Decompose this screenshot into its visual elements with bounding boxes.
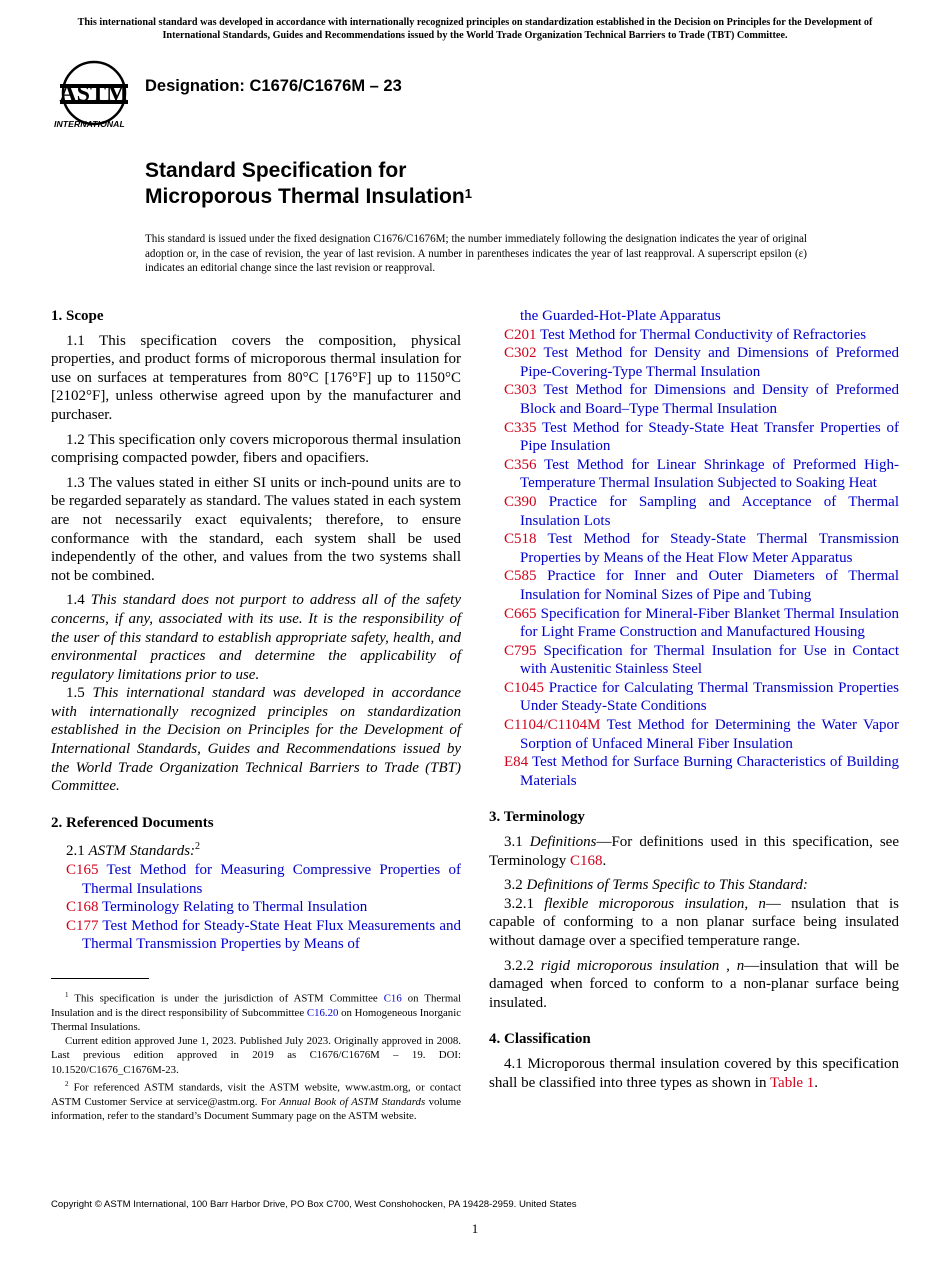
punctuation: . [814, 1074, 819, 1091]
para-2-1 [51, 838, 461, 861]
para-3-1 [489, 833, 899, 870]
reference-item[interactable] [504, 493, 899, 530]
right-column [489, 307, 899, 1092]
reference-code[interactable]: C585 [504, 568, 537, 585]
page-number: 1 [471, 1221, 479, 1236]
reference-title[interactable]: Practice for Calculating Thermal Transmission Properties Under Steady-State Conditions [520, 679, 899, 715]
reference-item[interactable] [504, 326, 899, 345]
para-1-5-text: This international standard was developed in accordance with internationally recognized principles on standardization established in the Decision on Principles for the Development of International Standards, Guides and Recommendations issued by the World Trade Organization Technical Barriers to Trade (TBT) Committee. [51, 685, 462, 795]
footnote-text: This specification is under the jurisdiction of ASTM Committee [74, 992, 378, 1005]
reference-title[interactable]: Test Method for Surface Burning Characteristics of Building Materials [520, 754, 899, 789]
tbt-notice: This international standard was developed in accordance with internationally recognized principles on standardization established in the Decision on Principles for the Development of International Standards, Guides and Recommendations issued by the World Trade Organization Technical Barriers to Trade (TBT) Committee. [77, 17, 873, 41]
reference-code[interactable]: C356 [504, 456, 537, 473]
para-3-2-2 [489, 957, 899, 1013]
reference-title[interactable]: Terminology Relating to Thermal Insulation [102, 899, 368, 916]
definition: — nsulation that is capable of conforming to a non planar surface being insulated without damage over a specified temperature range. [489, 895, 899, 949]
footnote-rule [51, 978, 149, 979]
reference-title[interactable]: Test Method for Steady-State Thermal Transmission Properties by Means of the Heat Flow Meter Apparatus [520, 531, 899, 566]
footnote-number: 1 [65, 991, 69, 999]
para-1-4-text: This standard does not purport to address all of the safety concerns, if any, associated with its use. It is the responsibility of the user of this standard to establish appropriate safety, health, and environmental practices and determine the applicability of regulatory limitations prior to use. [51, 592, 461, 683]
reference-code[interactable]: C1104/C1104M [504, 717, 601, 734]
para-number: 1.4 [66, 592, 85, 609]
reference-item[interactable] [504, 419, 899, 456]
right-reference-list [489, 307, 899, 790]
para-number: 3.1 [504, 834, 523, 851]
reference-title[interactable]: Test Method for Thermal Conductivity of Refractories [540, 326, 867, 343]
section-3-heading: 3. Terminology [489, 809, 585, 826]
para-number: 2.1 [66, 843, 85, 860]
left-column [51, 307, 461, 954]
reference-title[interactable]: Practice for Inner and Outer Diameters of Thermal Insulation for Nominal Sizes of Pipe and Tubing [520, 568, 899, 603]
reference-item[interactable] [504, 753, 899, 790]
term: rigid microporous insulation , n [540, 957, 745, 974]
reference-code[interactable]: C177 [66, 917, 99, 934]
title-text: Microporous Thermal Insulation [145, 185, 465, 208]
section-2-heading: 2. Referenced Documents [51, 814, 214, 831]
reference-title[interactable]: Test Method for Steady-State Heat Flux Measurements and Thermal Transmission Properties by Means of [82, 917, 462, 953]
term: flexible microporous insulation, n [544, 895, 766, 912]
reference-code[interactable]: C795 [504, 642, 537, 659]
reference-continuation[interactable] [504, 307, 899, 326]
para-number: 3.2 [504, 877, 523, 894]
reference-code[interactable]: C303 [504, 382, 537, 399]
reference-title[interactable]: Test Method for Determining the Water Vapor Sorption of Unfaced Mineral Fiber Insulation [520, 717, 899, 752]
footnote-1 [51, 988, 461, 1034]
para-number: 1.5 [66, 685, 85, 702]
subcommittee-link[interactable]: C16.20 [306, 1006, 339, 1019]
reference-code[interactable]: C665 [504, 605, 537, 622]
reference-item[interactable] [504, 344, 899, 381]
reference-title[interactable]: Test Method for Density and Dimensions of Preformed Pipe-Covering-Type Thermal Insulation [520, 345, 899, 380]
para-1-4 [51, 591, 461, 684]
para-3-2 [489, 876, 899, 895]
para-4-1-text: 4.1 Microporous thermal insulation covered by this specification shall be classified into three types as shown in [489, 1055, 899, 1091]
para-4-1 [489, 1055, 899, 1092]
reference-title[interactable]: Specification for Thermal Insulation for Use in Contact with Austenitic Stainless Steel [520, 642, 899, 678]
reference-title[interactable]: Test Method for Steady-State Heat Transfer Properties of Pipe Insulation [520, 419, 899, 455]
footnotes [51, 988, 461, 1123]
reference-item[interactable] [66, 898, 461, 917]
reference-title[interactable]: Practice for Sampling and Acceptance of Thermal Insulation Lots [520, 493, 900, 529]
reference-code[interactable]: C335 [504, 419, 537, 436]
reference-title[interactable]: Test Method for Measuring Compressive Properties of Thermal Insulations [82, 862, 461, 897]
para-number: 3.2.2 [504, 957, 534, 974]
para-3-2-1 [489, 895, 899, 951]
reference-item[interactable] [504, 605, 899, 642]
reference-item[interactable] [66, 917, 461, 954]
reference-item[interactable] [504, 679, 899, 716]
footnote-text: For referenced ASTM standards, visit the ASTM website, www.astm.org, or contact ASTM Customer Service at service@astm.org. For [51, 1081, 461, 1108]
left-reference-list [51, 861, 461, 954]
reference-code[interactable]: C518 [504, 531, 537, 548]
para-1-2: 1.2 This specification only covers microporous thermal insulation comprising compacted powder, fibers and opacifiers. [51, 431, 461, 467]
committee-link[interactable]: C16 [383, 992, 402, 1005]
reference-item[interactable] [504, 567, 899, 604]
reference-code[interactable]: C201 [504, 326, 537, 343]
section-1-heading: 1. Scope [51, 308, 104, 324]
logo-wordmark: INTERNATIONAL [54, 119, 125, 129]
reference-item[interactable] [66, 861, 461, 898]
reference-item[interactable] [504, 530, 899, 567]
reference-code[interactable]: C165 [66, 862, 99, 879]
reference-item[interactable] [504, 381, 899, 418]
reference-title[interactable]: Specification for Mineral-Fiber Blanket Thermal Insulation for Light Frame Construction and Manufactured Housing [520, 605, 899, 641]
reference-title[interactable]: the Guarded-Hot-Plate Apparatus [520, 308, 721, 324]
footnote-2 [51, 1077, 461, 1123]
logo-letters: ASTM [59, 81, 129, 107]
reference-item[interactable] [504, 456, 899, 493]
document-title [145, 158, 472, 210]
para-1-5 [51, 684, 461, 796]
para-3-1-text: —For definitions used in this specification, see Terminology [489, 834, 899, 869]
footnote-marker: 2 [195, 841, 201, 853]
section-4-heading: 4. Classification [489, 1031, 591, 1048]
term: Definitions [529, 834, 597, 851]
reference-code[interactable]: E84 [504, 754, 529, 771]
designation: Designation: C1676/C1676M – 23 [145, 77, 402, 95]
footnote-text: volume information, refer to the standard’s Document Summary page on the ASTM website. [51, 1095, 461, 1122]
copyright-notice: Copyright © ASTM International, 100 Barr Harbor Drive, PO Box C700, West Conshohocken, PA 19428-2959. United States [51, 1199, 577, 1210]
title-line-2 [145, 184, 472, 210]
astm-standards-label: ASTM Standards: [88, 843, 196, 860]
definition: —insulation that will be damaged when forced to conform to a non-planar surface being insulated. [489, 957, 899, 1011]
reference-title[interactable]: Test Method for Dimensions and Density of Preformed Block and Board–Type Thermal Insulation [520, 382, 899, 417]
para-1-3: 1.3 The values stated in either SI units or inch-pound units are to be regarded separately as standard. The values stated in each system are not necessarily exact equivalents; therefore, to ensure conformance with the standard, each system shall be used independently of the other, and values from the two systems shall not be combined. [51, 474, 461, 584]
para-1-1: 1.1 This specification covers the composition, physical properties, and product forms of microporous thermal insulation for use on surfaces at temperatures from 80°C [176°F] up to 1150°C [2102°F], unless otherwise agreed upon by the manufacturer and purchaser. [51, 332, 461, 423]
reference-code[interactable]: C390 [504, 493, 537, 510]
reference-code[interactable]: C168 [66, 899, 99, 916]
para-3-2-text: Definitions of Terms Specific to This Standard: [526, 877, 808, 894]
standard-issuance-note: This standard is issued under the fixed designation C1676/C1676M; the number immediately following the designation indicates the year of original adoption or, in the case of revision, the year of last revision. A number in parentheses indicates the year of last reapproval. A superscript epsilon (ε) indicates an editorial change since the last revision or reapproval. [145, 233, 807, 275]
reference-item[interactable] [504, 642, 899, 679]
footnote-italic: Annual Book of ASTM Standards [279, 1095, 426, 1108]
footnote-number: 2 [65, 1079, 69, 1088]
reference-code[interactable]: C302 [504, 345, 537, 362]
right-reference-items [504, 326, 899, 791]
footnote-text: on Thermal Insulation and is the direct responsibility of Subcommittee [51, 992, 462, 1019]
title-footnote-marker: 1 [464, 186, 472, 201]
footnote-1-edition: Current edition approved June 1, 2023. Published July 2023. Originally approved in 2008. Last previous edition approved in 2019 as C1676/C1676M – 19. DOI: 10.1520/C1676_C1676M-23. [51, 1035, 461, 1076]
table-1-link[interactable]: Table 1 [769, 1074, 815, 1091]
reference-item[interactable] [504, 716, 899, 753]
footnote-text: on Homogeneous Inorganic Thermal Insulations. [51, 1006, 461, 1033]
para-number: 3.2.1 [504, 895, 534, 912]
reference-title[interactable]: Test Method for Linear Shrinkage of Preformed High-Temperature Thermal Insulation Subjected to Soaking Heat [520, 456, 899, 492]
reference-code[interactable]: C1045 [504, 679, 545, 696]
punctuation: . [602, 852, 607, 869]
title-line-1: Standard Specification for [145, 159, 407, 182]
terminology-link[interactable]: C168 [570, 852, 603, 869]
